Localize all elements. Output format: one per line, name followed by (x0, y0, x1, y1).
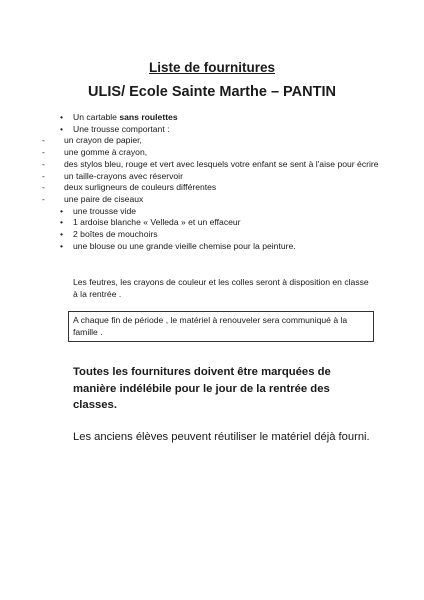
dash-marker: - (42, 182, 45, 193)
list-item-text: deux surligneurs de couleurs différentes (64, 182, 217, 193)
dash-marker: - (42, 147, 45, 158)
bullet-marker: • (60, 217, 64, 228)
list-item (42, 241, 382, 253)
list-item-text: une trousse vide (73, 205, 137, 216)
list-item-text: une blouse ou une grande vieille chemise pour la peinture. (73, 240, 296, 251)
list-item-text: une gomme à crayon, (64, 147, 148, 158)
list-item-text: une paire de ciseaux (64, 193, 144, 204)
list-item (42, 135, 382, 147)
list-item (42, 194, 382, 206)
document-title: Liste de fournitures (148, 60, 275, 75)
dash-marker: - (42, 135, 45, 146)
list-item-text: Une trousse comportant : (73, 123, 170, 134)
list-item (42, 206, 382, 218)
list-item (42, 112, 382, 124)
dash-marker: - (42, 170, 45, 181)
boxed-notice: A chaque fin de période , le matériel à renouveler sera communiqué à la famille . (68, 311, 374, 342)
list-item (42, 182, 382, 194)
list-item-text: 1 ardoise blanche « Velleda » et un effaceur (73, 217, 241, 228)
bullet-marker: • (60, 112, 64, 122)
list-item (42, 159, 382, 171)
list-item-text: Un cartable (73, 112, 120, 122)
dash-marker: - (42, 193, 45, 204)
returning-students-note: Les anciens élèves peuvent réutiliser le matériel déjà fourni. (73, 431, 370, 443)
bullet-marker: • (60, 229, 64, 240)
availability-note: Les feutres, les crayons de couleur et les colles seront à disposition en classe à la rentrée . (73, 277, 369, 299)
list-item-text: un crayon de papier, (64, 135, 142, 146)
list-item (42, 217, 382, 229)
marking-instruction: Toutes les fournitures doivent être marquées de manière indélébile pour le jour de la rentrée des classes. (73, 366, 331, 411)
bullet-marker: • (60, 240, 64, 251)
list-item (42, 124, 382, 136)
list-item-text: 2 boîtes de mouchoirs (73, 229, 158, 240)
dash-marker: - (42, 158, 45, 169)
supply-list (42, 112, 382, 252)
list-item (42, 147, 382, 159)
list-item-emphasis: sans roulettes (119, 112, 178, 122)
list-item (42, 229, 382, 241)
bullet-marker: • (60, 205, 64, 216)
list-item-text: des stylos bleu, rouge et vert avec lesquels votre enfant se sent à l'aise pour écrire (64, 158, 379, 169)
list-item-text: un taille-crayons avec réservoir (64, 170, 183, 181)
document-subtitle: ULIS/ Ecole Sainte Marthe – PANTIN (88, 84, 336, 100)
list-item (42, 171, 382, 183)
bullet-marker: • (60, 123, 64, 134)
